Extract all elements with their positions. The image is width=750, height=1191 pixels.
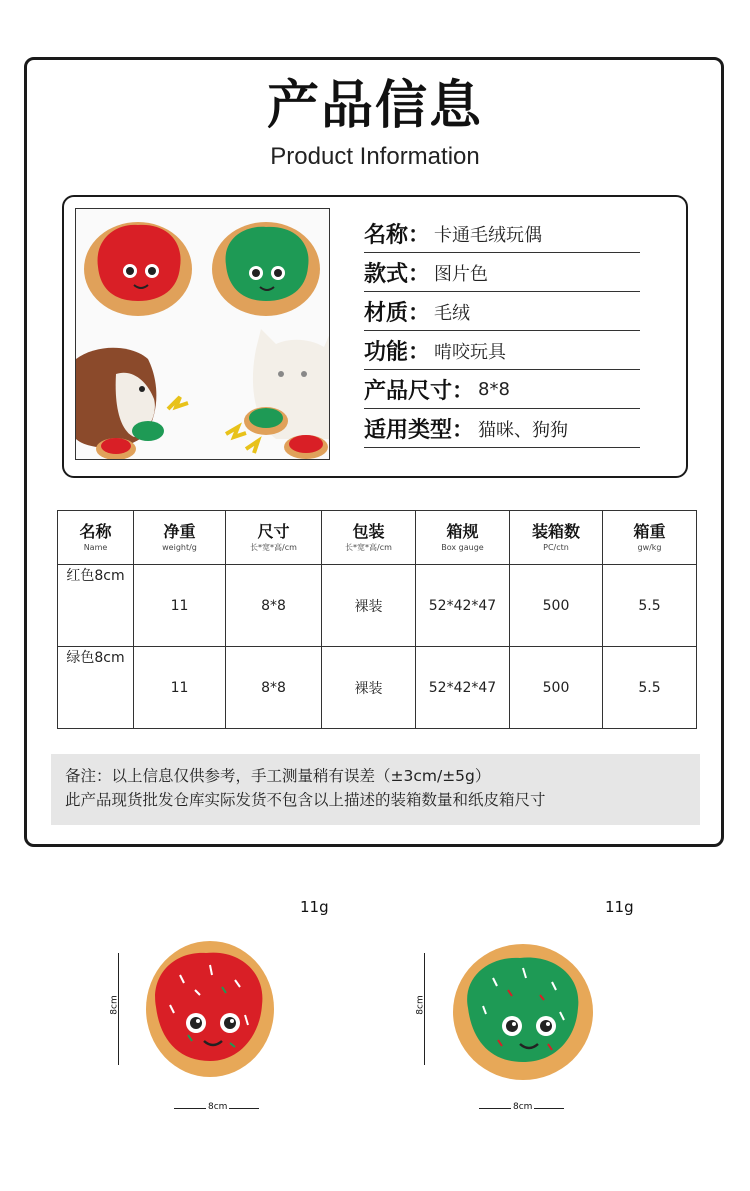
spec-value: 8*8 — [478, 379, 510, 400]
green-donut-illustration — [448, 940, 598, 1085]
spec-row-style — [364, 254, 640, 292]
spec-row-function — [364, 332, 640, 370]
spec-value: 猫咪、狗狗 — [478, 419, 569, 441]
table-cell: 8*8 — [226, 647, 322, 729]
table-header: 尺寸 长*宽*高/cm — [226, 511, 322, 565]
green-donut-image — [212, 222, 320, 316]
width-dimension-label: 8cm — [513, 1102, 533, 1112]
table-header: 名称 Name — [58, 511, 134, 565]
table-cell: 裸装 — [322, 647, 416, 729]
table-cell: 红色8cm — [58, 565, 134, 647]
table-cell: 11 — [134, 565, 226, 647]
spec-row-type — [364, 410, 640, 448]
spec-row-material — [364, 293, 640, 331]
spec-label: 名称： — [364, 223, 431, 248]
page-title: 产品信息 — [266, 76, 483, 136]
spec-label: 款式： — [364, 262, 431, 287]
table-header: 箱规 Box gauge — [416, 511, 510, 565]
table-cell: 绿色8cm — [58, 647, 134, 729]
table-cell: 500 — [510, 647, 603, 729]
table-header: 箱重 gw/kg — [603, 511, 697, 565]
note-line: 此产品现货批发仓库实际发货不包含以上描述的装箱数量和纸皮箱尺寸 — [65, 791, 546, 809]
table-cell: 裸装 — [322, 565, 416, 647]
spec-label: 材质： — [364, 301, 431, 326]
height-dimension-label: 8cm — [415, 995, 426, 1015]
table-cell: 11 — [134, 647, 226, 729]
table-header: 净重 weight/g — [134, 511, 226, 565]
table-cell: 52*42*47 — [416, 565, 510, 647]
table-cell: 52*42*47 — [416, 647, 510, 729]
product-weight-red: 11g — [300, 898, 329, 916]
table-row — [58, 647, 697, 729]
page-subtitle: Product Information — [270, 143, 480, 170]
note-box — [51, 754, 700, 825]
spec-value: 啃咬玩具 — [434, 341, 507, 363]
spec-label: 产品尺寸： — [364, 379, 475, 404]
spec-value: 毛绒 — [434, 302, 471, 324]
spec-row-size — [364, 371, 640, 409]
spec-value: 图片色 — [434, 263, 489, 285]
spec-value: 卡通毛绒玩偶 — [434, 224, 543, 246]
table-row — [58, 565, 697, 647]
table-header-row — [58, 511, 697, 565]
spec-label: 适用类型： — [364, 418, 475, 443]
spec-table — [57, 510, 697, 729]
red-donut-illustration — [140, 935, 280, 1085]
table-cell: 500 — [510, 565, 603, 647]
table-cell: 8*8 — [226, 565, 322, 647]
spec-label: 功能： — [364, 340, 431, 365]
table-cell: 5.5 — [603, 647, 697, 729]
product-photo — [75, 208, 330, 460]
spec-row-name — [364, 215, 640, 253]
red-donut-image — [84, 222, 192, 316]
product-weight-green: 11g — [605, 898, 634, 916]
table-header: 包装 长*宽*高/cm — [322, 511, 416, 565]
table-cell: 5.5 — [603, 565, 697, 647]
height-dimension-label: 8cm — [109, 995, 120, 1015]
note-line: 备注：以上信息仅供参考，手工测量稍有误差（±3cm/±5g） — [65, 767, 491, 785]
width-dimension-label: 8cm — [208, 1102, 228, 1112]
table-header: 装箱数 PC/ctn — [510, 511, 603, 565]
